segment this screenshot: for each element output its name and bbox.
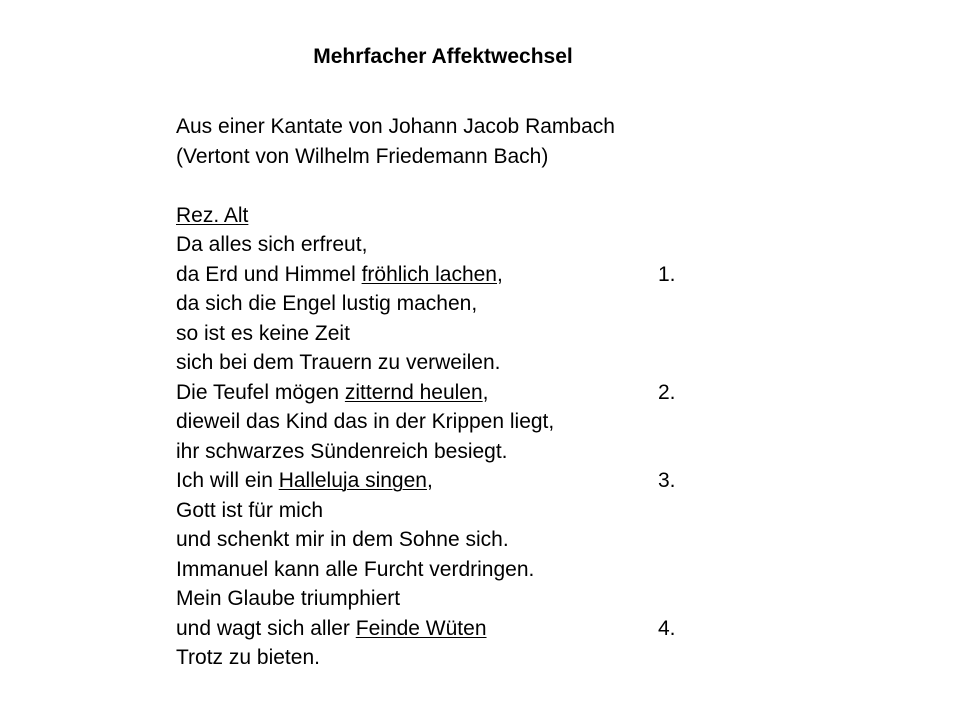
verse-text: und wagt sich aller [176,616,356,640]
verse-line [176,614,716,644]
verse-text: Mein Glaube triumphiert [176,587,401,610]
affect-number: 4. [658,616,676,640]
affect-phrase: Halleluja singen [278,469,427,492]
verse-text: sich bei dem Trauern zu verweilen. [176,351,501,374]
section-label [176,201,716,231]
verse-text: da sich die Engel lustig machen, [176,292,478,315]
verse-line [176,437,716,467]
verse-line [176,289,716,319]
verse-line [176,348,716,378]
verse-text: Da alles sich erfreut, [176,233,368,256]
page-title: Mehrfacher Affektwechsel [313,45,573,68]
verse-text: so ist es keine Zeit [176,321,350,345]
affect-number: 3. [658,469,676,492]
verse-line [176,584,716,614]
verse-line [176,407,716,437]
verse-text: Gott ist für mich [176,498,324,522]
verse-line [176,466,716,496]
affect-phrase: fröhlich lachen [361,262,497,286]
verse-text: und schenkt mir in dem Sohne sich. [176,528,509,551]
affect-phrase: Feinde Wüten [355,616,487,640]
verse-text: ihr schwarzes Sündenreich besiegt. [176,439,508,463]
verse-line [176,496,716,526]
verse-punct: , [426,469,433,492]
verse-text: dieweil das Kind das in der Krippen liegt, [176,410,555,433]
verse-line [176,643,716,673]
verse-line [176,378,716,408]
verse-text: Immanuel kann alle Furcht verdringen. [176,557,535,581]
verse-line [176,230,716,260]
verse-text: da Erd und Himmel [176,262,362,286]
verse-line [176,525,716,555]
affect-number: 2. [658,380,676,404]
intro-line: (Vertont von Wilhelm Friedemann Bach) [176,144,549,168]
text-body [176,112,716,673]
verse-line [176,555,716,585]
verse-line [176,260,716,290]
blank-line [176,171,716,201]
verse-text: Die Teufel mögen [176,380,345,404]
affect-number: 1. [658,262,676,286]
verse-punct: , [497,262,503,286]
affect-phrase: zitternd heulen [344,380,483,404]
verse-text: Ich will ein [176,469,279,492]
section-label-text: Rez. Alt [176,203,249,227]
verse-line [176,319,716,349]
verse-text: Trotz zu bieten. [176,646,320,669]
verse-punct: , [482,380,489,404]
intro-line: Aus einer Kantate von Johann Jacob Rambach [176,115,615,138]
